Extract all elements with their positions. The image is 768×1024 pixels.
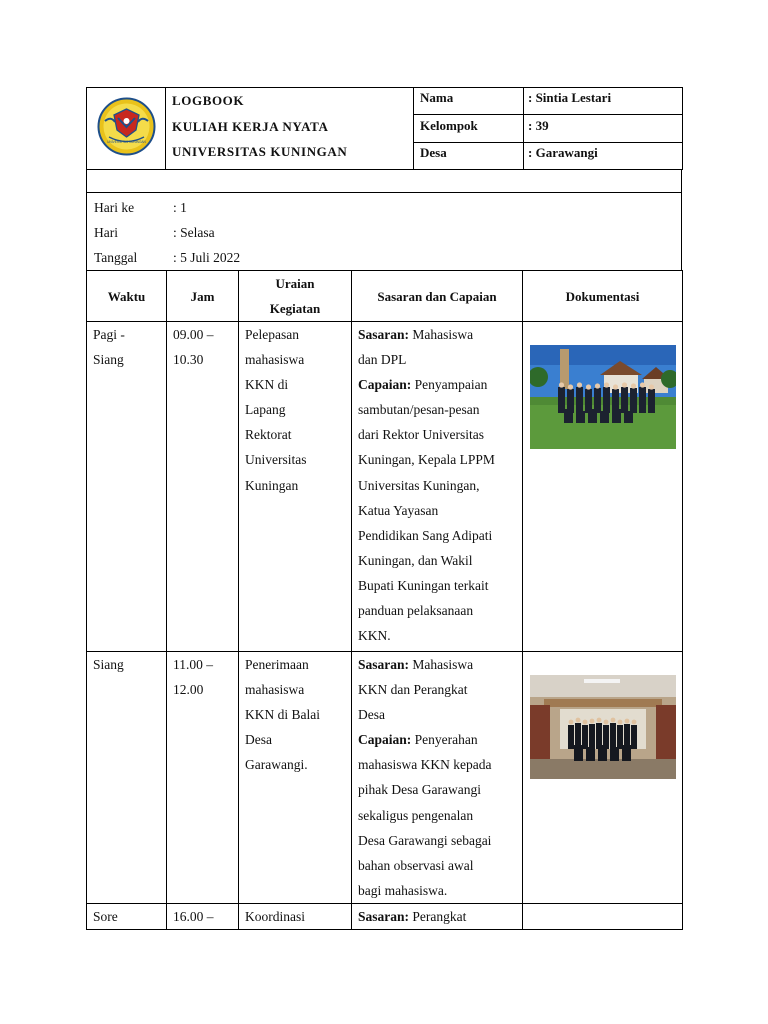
activity-row — [87, 652, 683, 904]
uraian-cell — [239, 652, 352, 904]
jam-cell — [167, 322, 239, 652]
uraian-line: KKN di Balai — [245, 707, 320, 723]
capaian-line: bagi mahasiswa. — [358, 882, 448, 898]
uraian-line: Desa — [245, 732, 272, 748]
uraian-line: Rektorat — [245, 427, 292, 443]
photo-image — [530, 345, 676, 449]
activity-row — [87, 322, 683, 652]
waktu-text — [93, 322, 160, 372]
sasaran-text — [358, 904, 516, 929]
day-label: Hari — [94, 225, 118, 240]
capaian-line: Pendidikan Sang Adipati — [358, 527, 493, 543]
day-label: Hari ke — [94, 200, 135, 215]
sasaran-line: KKN dan Perangkat — [358, 682, 468, 698]
sasaran-first: Mahasiswa — [409, 657, 474, 672]
info-value-desa: : Garawangi — [524, 142, 683, 169]
day-row-hari — [94, 220, 674, 245]
day-value: : Selasa — [173, 225, 215, 240]
uraian-cell — [239, 322, 352, 652]
capaian-line: Kuningan, Kepala LPPM — [358, 452, 495, 468]
sasaran-text — [358, 322, 516, 648]
sasaran-line — [358, 652, 516, 677]
waktu-text — [93, 904, 160, 929]
jam-text — [173, 652, 232, 702]
capaian-label: Capaian: — [358, 377, 412, 393]
sasaran-label: Sasaran: — [358, 327, 410, 342]
title-cell — [166, 88, 414, 170]
col-header-sasaran: Sasaran dan Capaian — [352, 271, 523, 322]
uraian-text — [245, 904, 345, 929]
capaian-line: mahasiswa KKN kepada — [358, 757, 492, 773]
waktu-cell — [87, 322, 167, 652]
day-value: : 5 Juli 2022 — [173, 250, 241, 265]
sasaran-label: Sasaran: — [358, 657, 410, 672]
col-header-dokumentasi: Dokumentasi — [523, 271, 683, 322]
capaian-line: panduan pelaksanaan — [358, 603, 474, 619]
uraian-line: mahasiswa — [245, 352, 305, 368]
sasaran-line: Desa — [358, 707, 385, 723]
university-logo — [87, 88, 166, 165]
capaian-line: Bupati Kuningan terkait — [358, 577, 489, 593]
day-row-hari-ke — [94, 195, 674, 220]
uraian-cell — [239, 904, 352, 930]
jam-line: 09.00 – — [173, 327, 214, 342]
col-header-uraian — [239, 271, 352, 322]
dokumentasi-cell — [523, 652, 683, 904]
capaian-line: sambutan/pesan-pesan — [358, 402, 480, 418]
info-label-nama: Nama — [414, 88, 524, 115]
capaian-line — [358, 372, 516, 397]
sasaran-first: Perangkat — [409, 909, 467, 924]
uraian-text — [245, 322, 345, 498]
logo-text: UNIVERSITAS KUNINGAN — [107, 140, 146, 144]
photo-field-group — [530, 675, 676, 779]
waktu-line: Sore — [93, 909, 118, 924]
info-value-nama: : Sintia Lestari — [524, 88, 683, 115]
capaian-line: KKN. — [358, 628, 391, 644]
logo-cell — [87, 88, 166, 170]
day-table — [86, 192, 682, 271]
waktu-cell — [87, 652, 167, 904]
uraian-line: Garawangi. — [245, 757, 308, 773]
day-value: : 1 — [173, 200, 187, 215]
jam-line: 10.30 — [173, 352, 204, 368]
capaian-line: sekaligus pengenalan — [358, 807, 474, 823]
activity-header-row — [87, 271, 683, 322]
uraian-line: Lapang — [245, 402, 286, 418]
sasaran-line: dan DPL — [358, 352, 407, 368]
uraian-line: mahasiswa — [245, 682, 305, 698]
logbook-page — [86, 87, 682, 922]
col-header-waktu: Waktu — [87, 271, 167, 322]
title-line-2: KULIAH KERJA NYATA — [172, 118, 329, 134]
uraian-line: Kuningan — [245, 477, 299, 493]
activity-row — [87, 904, 683, 930]
capaian-first: Penyampaian — [411, 377, 488, 393]
photo-image — [530, 675, 676, 779]
capaian-line: dari Rektor Universitas — [358, 427, 484, 443]
spacer-cell — [87, 170, 682, 193]
capaian-line: Desa Garawangi sebagai — [358, 832, 492, 848]
capaian-line — [358, 727, 516, 752]
col-header-uraian-line-2: Kegiatan — [269, 301, 321, 316]
day-label: Tanggal — [94, 250, 138, 265]
capaian-line: Kuningan, dan Wakil — [358, 552, 473, 568]
waktu-line: Pagi - — [93, 327, 125, 342]
photo-field-group — [530, 345, 676, 449]
title-line-3: UNIVERSITAS KUNINGAN — [172, 144, 348, 159]
capaian-line: Universitas Kuningan, — [358, 477, 480, 493]
sasaran-cell — [352, 904, 523, 930]
capaian-first: Penyerahan — [411, 732, 478, 748]
waktu-line: Siang — [93, 657, 124, 672]
capaian-rest — [358, 397, 516, 648]
jam-cell — [167, 904, 239, 930]
jam-line: 16.00 – — [173, 909, 214, 924]
info-label-desa: Desa — [414, 142, 524, 169]
dokumentasi-cell — [523, 904, 683, 930]
uraian-line: Penerimaan — [245, 657, 309, 672]
activity-table — [86, 270, 683, 930]
day-info-cell — [87, 193, 682, 271]
jam-line: 12.00 — [173, 682, 204, 698]
jam-line: 11.00 – — [173, 657, 213, 672]
sasaran-rest — [358, 677, 516, 727]
col-header-uraian-line-1: Uraian — [275, 276, 315, 291]
sasaran-label: Sasaran: — [358, 909, 410, 924]
header-table — [86, 87, 683, 170]
jam-text — [173, 904, 232, 929]
uraian-line: Koordinasi — [245, 909, 305, 924]
title-line-1: LOGBOOK — [172, 93, 245, 108]
sasaran-text — [358, 652, 516, 903]
waktu-cell — [87, 904, 167, 930]
dokumentasi-cell — [523, 322, 683, 652]
sasaran-cell — [352, 652, 523, 904]
uraian-line: Universitas — [245, 452, 307, 468]
jam-cell — [167, 652, 239, 904]
sasaran-line — [358, 322, 516, 347]
capaian-line: pihak Desa Garawangi — [358, 782, 481, 798]
uraian-line: KKN di — [245, 377, 289, 393]
waktu-text — [93, 652, 160, 677]
uraian-line: Pelepasan — [245, 327, 299, 342]
info-label-kelompok: Kelompok — [414, 115, 524, 142]
capaian-label: Capaian: — [358, 732, 412, 748]
sasaran-rest — [358, 347, 516, 372]
sasaran-line — [358, 904, 516, 929]
waktu-line: Siang — [93, 352, 124, 368]
jam-text — [173, 322, 232, 372]
capaian-line: bahan observasi awal — [358, 857, 474, 873]
uraian-text — [245, 652, 345, 777]
capaian-rest — [358, 752, 516, 903]
capaian-line: Katua Yayasan — [358, 502, 439, 518]
spacer-table — [86, 169, 682, 193]
day-row-tanggal — [94, 245, 674, 270]
col-header-jam: Jam — [167, 271, 239, 322]
sasaran-first: Mahasiswa — [409, 327, 474, 342]
sasaran-cell — [352, 322, 523, 652]
info-value-kelompok: : 39 — [524, 115, 683, 142]
